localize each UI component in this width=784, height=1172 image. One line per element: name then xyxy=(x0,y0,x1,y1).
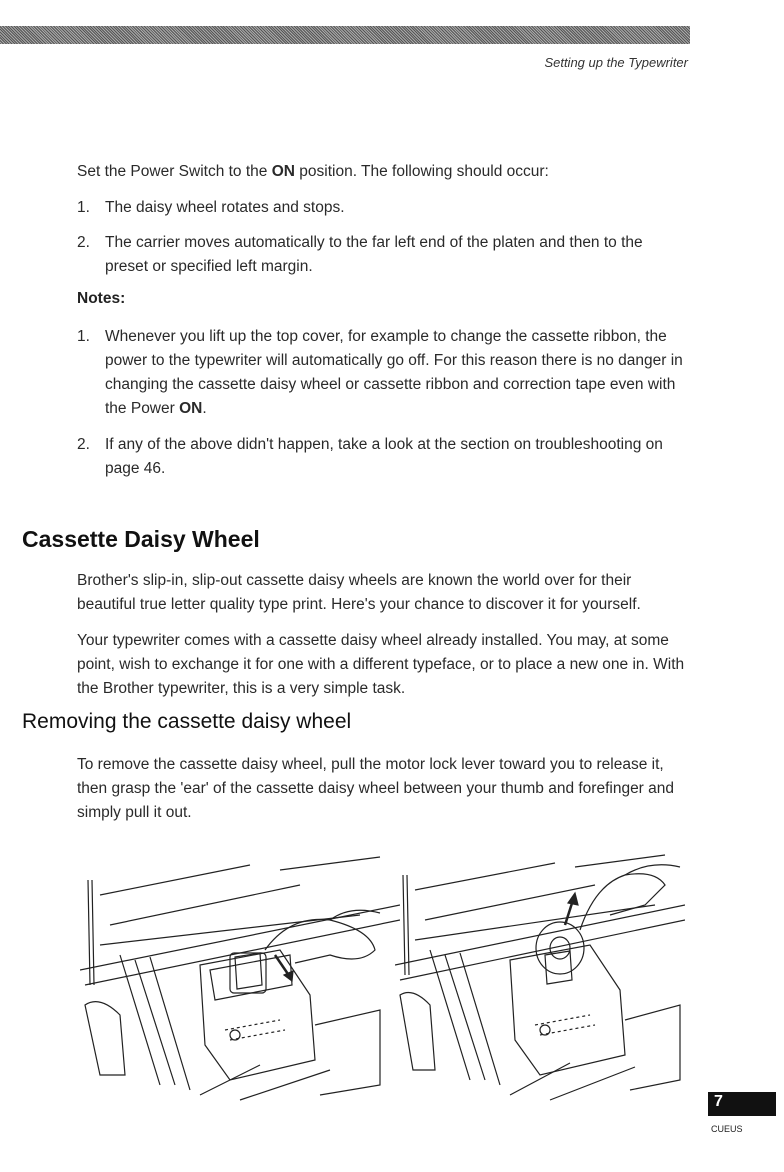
illus-daisy-wheel-window xyxy=(235,953,262,989)
illus-cassette-hub xyxy=(540,1025,550,1035)
illus-arrow-head xyxy=(568,893,578,905)
note-number: 2. xyxy=(77,436,90,453)
illus-arrow-head xyxy=(284,971,293,981)
note-text-main: Whenever you lift up the top cover, for example to change the cassette ribbon, the power to the typewriter will automatically go off. For this reason there is no danger in changing the cassette daisy wheel or cassette ribbon and correction tape even with the Power xyxy=(105,328,683,417)
intro-text-end: position. The following should occur: xyxy=(294,163,549,180)
note-item-2 xyxy=(77,433,687,481)
illus-frame-line xyxy=(88,880,94,985)
illus-base-line xyxy=(200,1065,330,1100)
illus-left-knob xyxy=(400,993,435,1070)
intro-on-label: ON xyxy=(271,163,295,180)
illus-daisy-wheel-cassette xyxy=(545,951,572,984)
illus-right-body xyxy=(315,1010,380,1095)
intro-text: Set the Power Switch to the xyxy=(77,163,272,180)
note-number: 1. xyxy=(77,328,90,345)
illustration-release-lever xyxy=(80,845,400,1105)
header-rule xyxy=(0,26,690,44)
subsection-heading: Removing the cassette daisy wheel xyxy=(22,710,352,733)
running-head: Setting up the Typewriter xyxy=(544,55,688,70)
illus-left-knob xyxy=(85,1002,125,1075)
illus-ribbon-cassette xyxy=(200,950,315,1080)
illus-cover-line xyxy=(415,855,665,940)
note-on-label: ON xyxy=(179,400,203,417)
note-text-end: . xyxy=(202,400,207,417)
page-number: 7 xyxy=(714,1093,723,1110)
note-text: If any of the above didn't happen, take a look at the section on troubleshooting on page 46. xyxy=(105,436,663,477)
section-paragraph-2: Your typewriter comes with a cassette daisy wheel already installed. You may, at some point, wish to exchange it for one with a different typeface, or to place a new one in. With the Brother typewriter, this is a very simple task. xyxy=(77,632,685,697)
illus-platen xyxy=(395,905,685,980)
illus-platen xyxy=(80,905,400,985)
note-text xyxy=(105,325,687,421)
footer-code: CUEUS xyxy=(711,1124,743,1134)
step-text: The daisy wheel rotates and stops. xyxy=(105,199,345,216)
page-number-tab xyxy=(708,1092,776,1116)
illus-cover-line xyxy=(100,857,380,945)
illus-frame-line xyxy=(403,875,409,975)
notes-label: Notes: xyxy=(77,290,126,307)
step-item-2 xyxy=(77,231,687,279)
illus-base-line xyxy=(510,1063,635,1100)
illus-cassette-hub xyxy=(230,1030,240,1040)
subsection-paragraph: To remove the cassette daisy wheel, pull the motor lock lever toward you to release it, then grasp the 'ear' of the cassette daisy wheel between your thumb and forefinger and simply pull it out. xyxy=(77,756,675,821)
step-text: The carrier moves automatically to the far left end of the platen and then to the preset or specified left margin. xyxy=(105,234,643,275)
illus-ribbon-cassette xyxy=(510,945,625,1075)
illus-right-body xyxy=(625,1005,680,1090)
section-heading: Cassette Daisy Wheel xyxy=(22,526,260,552)
illus-rail xyxy=(430,950,500,1085)
step-number: 2. xyxy=(77,234,90,251)
step-number: 1. xyxy=(77,199,90,216)
intro-paragraph xyxy=(77,160,687,184)
note-item-1 xyxy=(77,325,687,421)
illustration-remove-cassette xyxy=(395,845,685,1105)
step-item-1 xyxy=(77,196,687,220)
illus-hand-fingers xyxy=(580,874,665,930)
section-paragraph-1: Brother's slip-in, slip-out cassette daisy wheels are known the world over for their beautiful true letter quality type print. Here's your chance to discover it for yourself. xyxy=(77,572,641,613)
